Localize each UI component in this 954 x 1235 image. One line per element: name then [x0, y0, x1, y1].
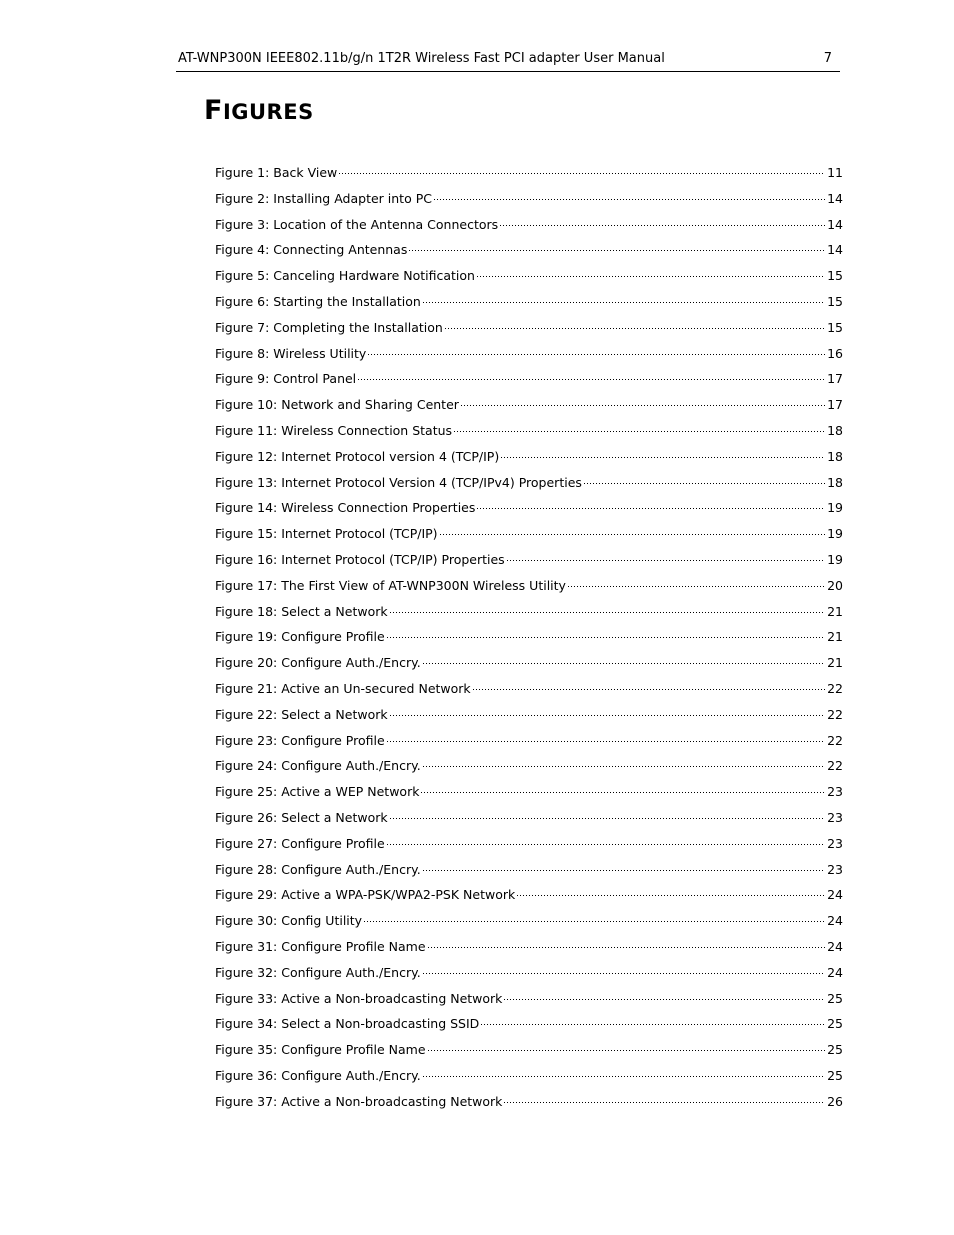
figure-entry-page: 25	[827, 990, 843, 1006]
dot-leader	[480, 1024, 825, 1025]
dot-leader	[506, 560, 825, 561]
figure-entry-page: 21	[827, 603, 843, 619]
figure-entry-label: Figure 5: Canceling Hardware Notification	[215, 268, 475, 284]
dot-leader	[567, 586, 825, 587]
figure-entry[interactable]	[215, 550, 843, 576]
dot-leader	[386, 844, 825, 845]
figure-entry[interactable]	[215, 989, 843, 1015]
document-title: AT-WNP300N IEEE802.11b/g/n 1T2R Wireless Fast PCI adapter User Manual	[178, 51, 665, 66]
dot-leader	[433, 199, 825, 200]
list-of-figures	[215, 163, 843, 1117]
figure-entry-label: Figure 7: Completing the Installation	[215, 319, 443, 335]
figure-entry[interactable]	[215, 266, 843, 292]
figure-entry-label: Figure 14: Wireless Connection Properties	[215, 500, 476, 516]
figure-entry-label: Figure 28: Configure Auth./Encry.	[215, 861, 421, 877]
dot-leader	[453, 431, 825, 432]
figure-entry-page: 11	[827, 165, 843, 180]
figure-entry-page: 22	[827, 758, 843, 774]
figure-entry[interactable]	[215, 189, 843, 215]
figure-entry-page: 14	[827, 242, 843, 258]
dot-leader	[422, 973, 825, 974]
figure-entry-label: Figure 31: Configure Profile Name	[215, 938, 426, 954]
figure-entry-page: 20	[827, 577, 843, 593]
dot-leader	[408, 250, 825, 251]
dot-leader	[476, 276, 825, 277]
figure-entry-page: 19	[827, 500, 843, 516]
figure-entry-label: Figure 17: The First View of AT-WNP300N Wireless Utility	[215, 577, 566, 593]
figure-entry[interactable]	[215, 602, 843, 628]
figure-entry[interactable]	[215, 705, 843, 731]
page-title	[204, 95, 314, 128]
figure-entry[interactable]	[215, 1092, 843, 1118]
dot-leader	[427, 947, 826, 948]
figure-entry[interactable]	[215, 860, 843, 886]
dot-leader	[422, 1076, 825, 1077]
figure-entry[interactable]	[215, 240, 843, 266]
figure-entry-label: Figure 29: Active a WPA-PSK/WPA2-PSK Network	[215, 887, 516, 903]
figure-entry[interactable]	[215, 215, 843, 241]
figure-entry[interactable]	[215, 369, 843, 395]
dot-leader	[386, 637, 825, 638]
dot-leader	[500, 457, 825, 458]
page-title-initial: F	[204, 95, 223, 126]
figure-entry-label: Figure 11: Wireless Connection Status	[215, 422, 453, 438]
figure-entry-page: 16	[827, 345, 843, 361]
figure-entry[interactable]	[215, 1040, 843, 1066]
figure-entry-page: 18	[827, 474, 843, 490]
figure-entry[interactable]	[215, 731, 843, 757]
figure-entry-label: Figure 26: Select a Network	[215, 809, 388, 825]
figure-entry-label: Figure 24: Configure Auth./Encry.	[215, 758, 421, 774]
figure-entry[interactable]	[215, 421, 843, 447]
figure-entry-page: 19	[827, 526, 843, 542]
figure-entry[interactable]	[215, 937, 843, 963]
figure-entry-page: 23	[827, 809, 843, 825]
figure-entry-label: Figure 1: Back View	[215, 165, 338, 180]
figure-entry-page: 24	[827, 964, 843, 980]
figure-entry[interactable]	[215, 885, 843, 911]
figure-entry-page: 26	[827, 1093, 843, 1109]
figure-entry-page: 23	[827, 784, 843, 800]
figure-entry-page: 18	[827, 448, 843, 464]
page-title-rest: IGURES	[222, 100, 314, 124]
figure-entry-page: 21	[827, 629, 843, 645]
figure-entry[interactable]	[215, 1014, 843, 1040]
figure-entry-page: 25	[827, 1042, 843, 1058]
figure-entry-label: Figure 4: Connecting Antennas	[215, 242, 408, 258]
figure-entry[interactable]	[215, 627, 843, 653]
figure-entry-page: 15	[827, 293, 843, 309]
figure-entry-page: 21	[827, 655, 843, 671]
figure-entry-label: Figure 2: Installing Adapter into PC	[215, 190, 432, 206]
figure-entry[interactable]	[215, 808, 843, 834]
figure-entry-label: Figure 10: Network and Sharing Center	[215, 397, 459, 413]
figure-entry-label: Figure 6: Starting the Installation	[215, 293, 421, 309]
figure-entry-label: Figure 22: Select a Network	[215, 706, 388, 722]
dot-leader	[386, 741, 825, 742]
figure-entry-label: Figure 16: Internet Protocol (TCP/IP) Properties	[215, 551, 505, 567]
dot-leader	[338, 173, 825, 174]
figure-entry-label: Figure 18: Select a Network	[215, 603, 388, 619]
figure-entry-page: 14	[827, 216, 843, 232]
figure-entry[interactable]	[215, 756, 843, 782]
figure-entry[interactable]	[215, 911, 843, 937]
dot-leader	[422, 870, 825, 871]
figure-entry[interactable]	[215, 834, 843, 860]
dot-leader	[422, 766, 825, 767]
figure-entry-label: Figure 9: Control Panel	[215, 371, 357, 387]
figure-entry-page: 23	[827, 861, 843, 877]
figure-entry-page: 24	[827, 887, 843, 903]
figure-entry[interactable]	[215, 963, 843, 989]
figure-entry[interactable]	[215, 163, 843, 189]
figure-entry[interactable]	[215, 576, 843, 602]
figure-entry-label: Figure 23: Configure Profile	[215, 732, 385, 748]
figure-entry-label: Figure 33: Active a Non-broadcasting Network	[215, 990, 503, 1006]
dot-leader	[476, 508, 825, 509]
figure-entry-page: 22	[827, 732, 843, 748]
figure-entry-page: 22	[827, 706, 843, 722]
figure-entry-label: Figure 32: Configure Auth./Encry.	[215, 964, 421, 980]
dot-leader	[389, 818, 826, 819]
figure-entry[interactable]	[215, 679, 843, 705]
dot-leader	[389, 715, 826, 716]
figure-entry-page: 24	[827, 938, 843, 954]
dot-leader	[472, 689, 825, 690]
dot-leader	[503, 999, 825, 1000]
dot-leader	[422, 302, 825, 303]
figure-entry-label: Figure 3: Location of the Antenna Connectors	[215, 216, 499, 232]
dot-leader	[389, 612, 826, 613]
figure-entry-page: 24	[827, 913, 843, 929]
figure-entry-page: 25	[827, 1016, 843, 1032]
dot-leader	[503, 1102, 825, 1103]
figure-entry[interactable]	[215, 782, 843, 808]
dot-leader	[427, 1050, 826, 1051]
figure-entry-page: 22	[827, 680, 843, 696]
dot-leader	[439, 534, 826, 535]
figure-entry-label: Figure 34: Select a Non-broadcasting SSID	[215, 1016, 480, 1032]
dot-leader	[422, 663, 825, 664]
figure-entry-label: Figure 19: Configure Profile	[215, 629, 385, 645]
figure-entry-page: 15	[827, 268, 843, 284]
figure-entry-label: Figure 30: Config Utility	[215, 913, 363, 929]
figure-entry-label: Figure 25: Active a WEP Network	[215, 784, 420, 800]
figure-entry[interactable]	[215, 395, 843, 421]
figure-entry-label: Figure 15: Internet Protocol (TCP/IP)	[215, 526, 438, 542]
figure-entry-label: Figure 13: Internet Protocol Version 4 (TCP/IPv4) Properties	[215, 474, 582, 490]
figure-entry-page: 17	[827, 371, 843, 387]
figure-entry-page: 25	[827, 1067, 843, 1083]
dot-leader	[499, 225, 825, 226]
figure-entry-label: Figure 36: Configure Auth./Encry.	[215, 1067, 421, 1083]
dot-leader	[420, 792, 825, 793]
figure-entry[interactable]	[215, 473, 843, 499]
figure-entry[interactable]	[215, 653, 843, 679]
figure-entry-label: Figure 20: Configure Auth./Encry.	[215, 655, 421, 671]
figure-entry-label: Figure 21: Active an Un-secured Network	[215, 680, 471, 696]
figure-entry-page: 23	[827, 835, 843, 851]
figure-entry-page: 17	[827, 397, 843, 413]
figure-entry-page: 15	[827, 319, 843, 335]
dot-leader	[363, 921, 825, 922]
figure-entry-page: 19	[827, 551, 843, 567]
figure-entry-page: 14	[827, 190, 843, 206]
dot-leader	[516, 895, 825, 896]
figure-entry-label: Figure 27: Configure Profile	[215, 835, 385, 851]
figure-entry-label: Figure 12: Internet Protocol version 4 (TCP/IP)	[215, 448, 500, 464]
dot-leader	[583, 483, 825, 484]
figure-entry[interactable]	[215, 318, 843, 344]
dot-leader	[367, 354, 825, 355]
dot-leader	[357, 379, 825, 380]
figure-entry[interactable]	[215, 1066, 843, 1092]
figure-entry-page: 18	[827, 422, 843, 438]
figure-entry-label: Figure 35: Configure Profile Name	[215, 1042, 426, 1058]
figure-entry[interactable]	[215, 524, 843, 550]
dot-leader	[460, 405, 825, 406]
figure-entry-label: Figure 8: Wireless Utility	[215, 345, 367, 361]
page-number: 7	[823, 51, 832, 66]
figure-entry[interactable]	[215, 447, 843, 473]
figure-entry-label: Figure 37: Active a Non-broadcasting Network	[215, 1093, 503, 1109]
dot-leader	[444, 328, 825, 329]
running-header	[176, 50, 840, 72]
figure-entry[interactable]	[215, 292, 843, 318]
figure-entry[interactable]	[215, 344, 843, 370]
figure-entry[interactable]	[215, 498, 843, 524]
